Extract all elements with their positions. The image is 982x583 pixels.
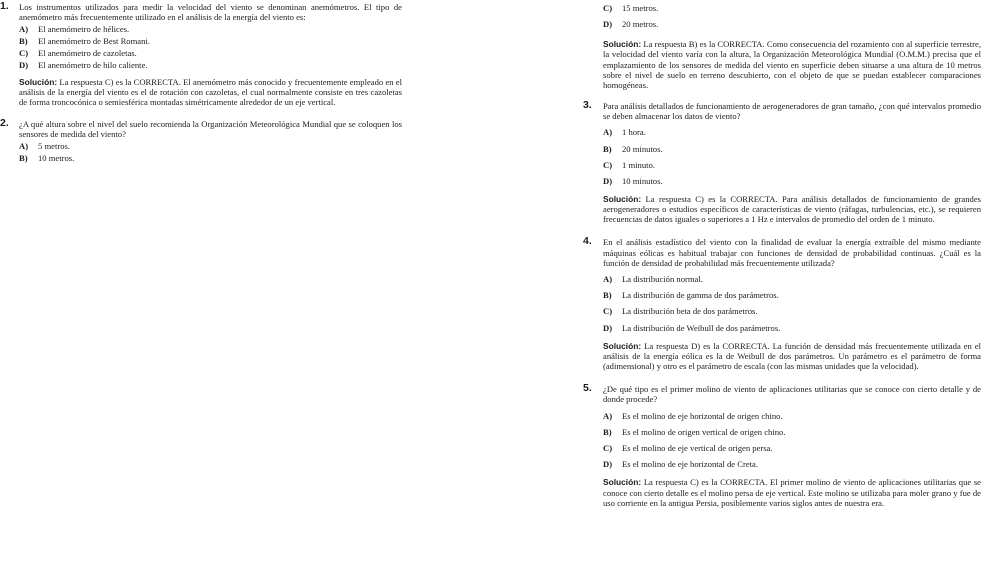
option-letter: D) bbox=[603, 459, 613, 470]
option-text: 20 metros. bbox=[622, 19, 659, 30]
question-stem: ¿De qué tipo es el primer molino de viento de aplicaciones utilitarias que se conoce con cierto detalle y de donde procede? bbox=[603, 384, 981, 405]
option-b bbox=[603, 290, 981, 300]
question-stem: En el análisis estadístico del viento con la finalidad de evaluar la energía extraíble del mismo mediante máquinas eólicas es habitual trabajar con funciones de densidad de probabilidad continuas. ¿Cuál es la función de densidad de probabilidad más frecuentemente utilizada? bbox=[603, 237, 981, 268]
option-text: El anemómetro de Best Romani. bbox=[38, 36, 150, 47]
option-b bbox=[603, 144, 981, 154]
option-c bbox=[603, 160, 981, 170]
option-letter: A) bbox=[19, 141, 29, 152]
option-d bbox=[603, 19, 981, 29]
solution-text: La respuesta C) es la CORRECTA. El primer molino de viento de aplicaciones utilitarias que se conoce con cierto detalle es el molino persa de eje vertical. Este molino se utilizaba para moler grano y fue de uso corriente en la antigua Persia, posiblemente varios siglos antes de nuestra era. bbox=[603, 477, 981, 508]
option-b bbox=[19, 36, 402, 46]
solution-text: La respuesta D) es la CORRECTA. La función de densidad más frecuentemente utilizada en el análisis de la energía eólica es la de Weibull de dos parámetros. Un parámetro es el parámetro de forma (adimensional) y otro es el parámetro de escala (con las mismas unidades que la velocidad). bbox=[603, 340, 981, 372]
option-letter: C) bbox=[603, 159, 613, 170]
option-letter: B) bbox=[603, 290, 612, 301]
solution-label: Solución: bbox=[603, 477, 642, 488]
solution bbox=[603, 194, 981, 224]
question-stem: Los instrumentos utilizados para medir la velocidad del viento se denominan anemómetros. El tipo de anemómetro más frecuentemente utilizado en el análisis de la energía del viento es: bbox=[19, 2, 402, 23]
option-text: 20 minutos. bbox=[622, 143, 663, 154]
solution-text: La respuesta B) es la CORRECTA. Como consecuencia del rozamiento con al superficie terrestre, la velocidad del viento varía con la altura, la Organización Meteorológica Mundial (O.M.M.) precisa que el emplazamiento de los sensores de medida del viento en superficie deben situarse a una altura de 10 metros sobre el nivel de suelo en terreno descubierto, con el objeto de que se puedan establecer comparaciones homogéneas. bbox=[603, 39, 981, 90]
option-text: La distribución de gamma de dos parámetros. bbox=[622, 290, 779, 301]
option-a bbox=[603, 274, 981, 284]
option-letter: A) bbox=[603, 273, 613, 284]
option-d bbox=[603, 176, 981, 186]
option-letter: D) bbox=[603, 176, 613, 187]
option-text: 5 metros. bbox=[38, 141, 70, 152]
solution-label: Solución: bbox=[19, 76, 58, 87]
option-letter: A) bbox=[603, 410, 613, 421]
option-letter: B) bbox=[603, 426, 612, 437]
option-c bbox=[603, 306, 981, 316]
option-text: 15 metros. bbox=[622, 3, 659, 13]
option-letter: C) bbox=[19, 48, 29, 59]
option-letter: D) bbox=[603, 19, 613, 30]
option-d bbox=[603, 459, 981, 469]
option-c bbox=[19, 48, 402, 58]
question-number: 1. bbox=[0, 0, 9, 12]
option-text: La distribución normal. bbox=[622, 273, 703, 284]
option-d bbox=[19, 60, 402, 70]
solution-text: La respuesta C) es la CORRECTA. El anemómetro más conocido y frecuentemente empleado en el análisis de la energía del viento es el de rotación con cazoletas, el cual normalmente consiste en tres cazoletas de forma troncocónica o semiesférica montadas simétricamente alrededor de un eje vertical. bbox=[19, 76, 402, 107]
question-number: 5. bbox=[583, 382, 592, 395]
option-b bbox=[19, 153, 402, 163]
right-column bbox=[583, 0, 981, 508]
question-number: 4. bbox=[583, 235, 592, 248]
solution bbox=[603, 477, 981, 507]
option-c bbox=[603, 3, 981, 13]
solution-text: La respuesta C) es la CORRECTA. Para análisis detallados de funcionamiento de grandes aerogeneradores o estudios específicos de características de viento (ráfagas, turbulencias, etc.), se requieren frecuencias de datos iguales o superiores a 1 Hz e intervalos de promedio del orden de 1 minuto. bbox=[603, 194, 981, 225]
question-1 bbox=[0, 2, 402, 107]
option-text: Es el molino de eje vertical de origen persa. bbox=[622, 443, 773, 454]
option-a bbox=[19, 24, 402, 34]
question-number: 3. bbox=[583, 98, 592, 111]
option-letter: A) bbox=[603, 127, 613, 138]
option-letter: D) bbox=[603, 322, 613, 333]
option-letter: B) bbox=[19, 153, 28, 164]
option-c bbox=[603, 443, 981, 453]
option-text: El anemómetro de cazoletas. bbox=[38, 48, 137, 59]
solution-label: Solución: bbox=[603, 340, 642, 351]
option-text: El anemómetro de hélices. bbox=[38, 24, 130, 35]
option-letter: C) bbox=[603, 443, 613, 454]
option-text: La distribución de Weibull de dos parámetros. bbox=[622, 322, 781, 333]
solution bbox=[19, 77, 402, 107]
question-2 bbox=[0, 116, 402, 164]
option-b bbox=[603, 427, 981, 437]
option-text: 1 hora. bbox=[622, 127, 646, 138]
solution bbox=[603, 341, 981, 371]
question-number: 2. bbox=[0, 116, 9, 129]
option-letter: B) bbox=[19, 36, 28, 47]
option-text: La distribución beta de dos parámetros. bbox=[622, 306, 758, 317]
option-text: 10 minutos. bbox=[622, 176, 663, 187]
solution-label: Solución: bbox=[603, 194, 642, 205]
option-text: Es el molino de eje horizontal de origen chino. bbox=[622, 410, 783, 421]
option-text: Es el molino de eje horizontal de Creta. bbox=[622, 459, 759, 470]
option-a bbox=[603, 411, 981, 421]
question-stem: ¿A qué altura sobre el nivel del suelo recomienda la Organización Meteorológica Mundial que se coloquen los sensores de medida del viento? bbox=[19, 118, 402, 139]
option-letter: C) bbox=[603, 306, 613, 317]
option-d bbox=[603, 323, 981, 333]
option-text: 10 metros. bbox=[38, 153, 75, 164]
question-2-continued bbox=[583, 3, 981, 90]
question-3 bbox=[583, 98, 981, 225]
option-text: Es el molino de origen vertical de origen chino. bbox=[622, 426, 786, 437]
question-stem: Para análisis detallados de funcionamiento de aerogeneradores de gran tamaño, ¿con qué intervalos promedio se deben almacenar los datos de viento? bbox=[603, 100, 981, 121]
option-a bbox=[603, 127, 981, 137]
option-letter: B) bbox=[603, 143, 612, 154]
solution-label: Solución: bbox=[603, 39, 642, 50]
option-text: El anemómetro de hilo caliente. bbox=[38, 60, 148, 71]
solution bbox=[603, 39, 981, 89]
option-a bbox=[19, 141, 402, 151]
option-text: 1 minuto. bbox=[622, 159, 655, 170]
option-letter: C) bbox=[603, 3, 613, 13]
question-4 bbox=[583, 237, 981, 371]
question-5 bbox=[583, 384, 981, 508]
option-letter: A) bbox=[19, 24, 29, 35]
left-column bbox=[0, 0, 402, 163]
option-letter: D) bbox=[19, 60, 29, 71]
